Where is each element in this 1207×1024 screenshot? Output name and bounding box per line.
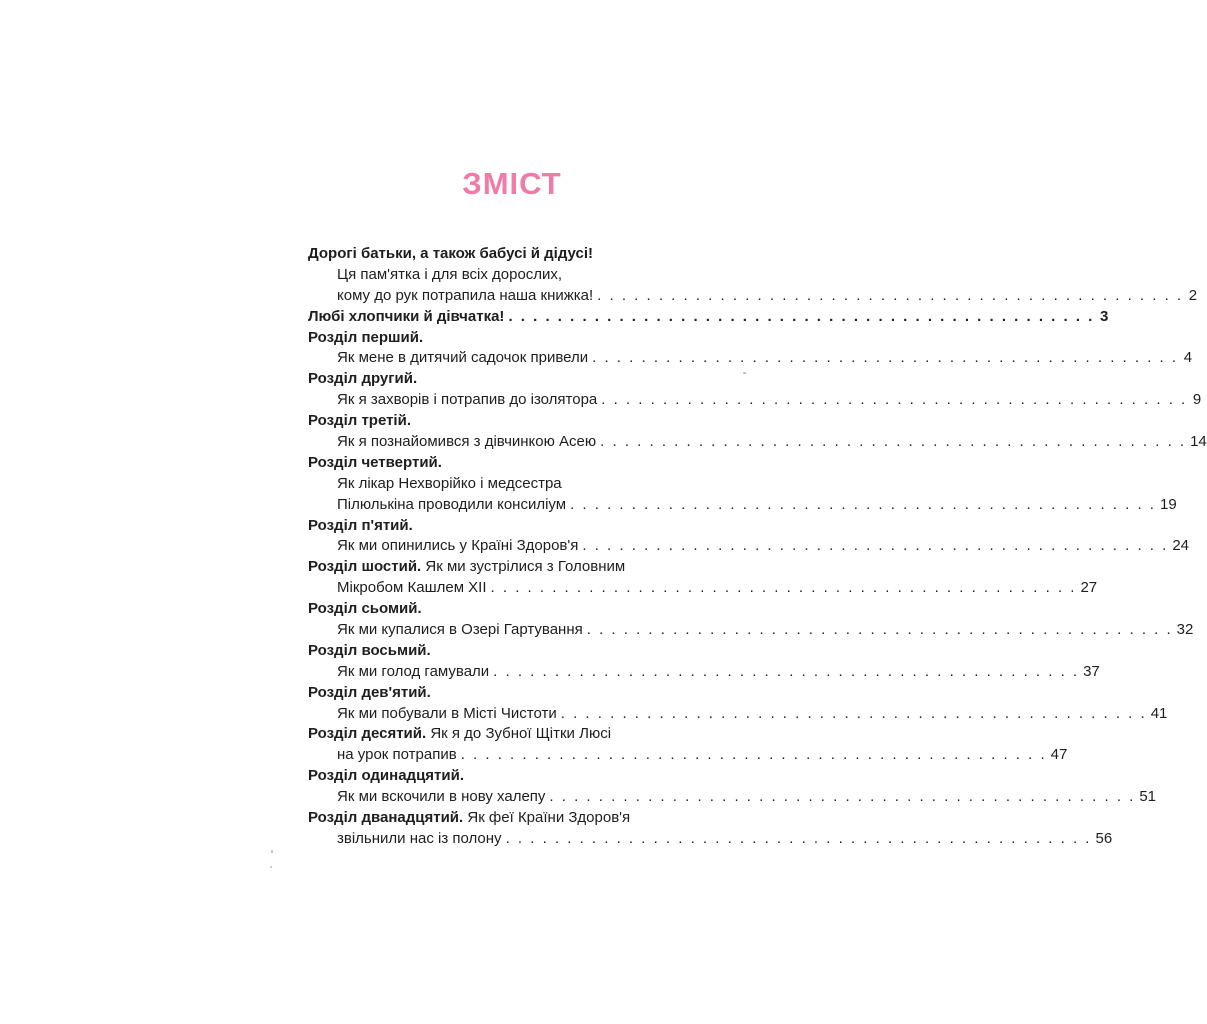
dot-leader: . . . . . . . . . . . . . . . . . . . . . . . . . . . . . . . . . . . . . . . . . . . . . . . . <box>600 433 1187 451</box>
toc-entry-line: Як я до Зубної Щітки Люсі <box>430 725 612 743</box>
toc-entry-ch6[interactable] <box>308 578 1098 599</box>
dot-leader: . . . . . . . . . . . . . . . . . . . . . . . . . . . . . . . . . . . . . . . . . . . . . . . . <box>508 307 1095 325</box>
toc-entry-ch3[interactable] <box>308 432 1207 453</box>
toc-entry-title: звільнили нас із полону <box>337 829 502 847</box>
toc-entry-kids[interactable] <box>308 307 1109 328</box>
toc-entry-ch8[interactable] <box>308 662 1100 683</box>
toc-chapter-heading: Розділ перший. <box>308 328 424 346</box>
toc-entry-ch5[interactable] <box>308 536 1189 557</box>
page-number: 27 <box>1080 579 1098 597</box>
toc-chapter-heading: Розділ четвертий. <box>308 453 442 471</box>
page-title: ЗМІСТ <box>462 166 562 201</box>
toc-chapter-heading: Розділ одинадцятий. <box>308 767 464 785</box>
toc-entry-title: на урок потрапив <box>337 746 457 764</box>
scan-speck <box>270 866 272 868</box>
scan-speck <box>271 850 273 853</box>
toc-chapter-heading: Розділ восьмий. <box>308 641 431 659</box>
toc-entry-title: Як я захворів і потрапив до ізолятора <box>337 391 598 409</box>
toc-entry-ch11[interactable] <box>308 787 1157 808</box>
dot-leader: . . . . . . . . . . . . . . . . . . . . . . . . . . . . . . . . . . . . . . . . . . . . . . . . <box>582 537 1169 555</box>
toc-entry-ch4[interactable] <box>308 495 1177 516</box>
toc-chapter-heading: Розділ десятий. <box>308 725 427 743</box>
dot-leader: . . . . . . . . . . . . . . . . . . . . . . . . . . . . . . . . . . . . . . . . . . . . . . . . <box>560 704 1147 722</box>
scan-speck <box>743 372 746 374</box>
page-number: 47 <box>1050 746 1068 764</box>
table-of-contents <box>308 244 1207 850</box>
dot-leader: . . . . . . . . . . . . . . . . . . . . . . . . . . . . . . . . . . . . . . . . . . . . . . . . <box>460 746 1047 764</box>
toc-entry-title: Як ми голод гамували <box>337 662 490 680</box>
toc-entry-title: Як я познайомився з дівчинкою Асею <box>337 433 597 451</box>
toc-entry-ch7[interactable] <box>308 620 1194 641</box>
toc-entry-ch10[interactable] <box>308 745 1068 766</box>
toc-entry-title: Як ми побували в Місті Чистоти <box>337 704 557 722</box>
page-number: 9 <box>1192 391 1202 409</box>
dot-leader: . . . . . . . . . . . . . . . . . . . . . . . . . . . . . . . . . . . . . . . . . . . . . . . . <box>586 621 1173 639</box>
toc-entry-ch9[interactable] <box>308 704 1168 725</box>
toc-chapter-heading-inline <box>308 724 728 745</box>
toc-entry-title: Мікробом Кашлем ХІІ <box>337 579 487 597</box>
dot-leader: . . . . . . . . . . . . . . . . . . . . . . . . . . . . . . . . . . . . . . . . . . . . . . . . <box>601 391 1188 409</box>
toc-chapter-heading: Розділ третій. <box>308 412 411 430</box>
dot-leader: . . . . . . . . . . . . . . . . . . . . . . . . . . . . . . . . . . . . . . . . . . . . . . . . <box>505 829 1092 847</box>
page-number: 56 <box>1095 829 1113 847</box>
toc-chapter-heading-inline <box>308 808 728 829</box>
dot-leader: . . . . . . . . . . . . . . . . . . . . . . . . . . . . . . . . . . . . . . . . . . . . . . . . <box>490 579 1077 597</box>
toc-entry-title: Пілюлькіна проводили консиліум <box>337 495 567 513</box>
page-number: 14 <box>1190 433 1207 451</box>
toc-entry-ch2[interactable] <box>308 390 1202 411</box>
toc-intro-line: Ця пам'ятка і для всіх дорослих, <box>337 265 563 283</box>
page-number: 37 <box>1083 662 1100 680</box>
toc-entry-line: Як ми зустрілися з Головним <box>425 558 626 576</box>
toc-chapter-heading: Розділ п'ятий. <box>308 516 413 534</box>
toc-entry-title: кому до рук потрапила наша книжка! <box>337 286 594 304</box>
toc-entry-title: Як ми вскочили в нову халепу <box>337 788 546 806</box>
toc-entry-title: Як мене в дитячий садочок привели <box>337 349 589 367</box>
page-number: 19 <box>1159 495 1177 513</box>
toc-entry-line: Як феї Країни Здоров'я <box>467 809 631 827</box>
toc-chapter-heading: Розділ другий. <box>308 370 418 388</box>
page-number: 24 <box>1172 537 1189 555</box>
toc-chapter-heading: Розділ дванадцятий. <box>308 809 464 827</box>
toc-entry-ch12[interactable] <box>308 829 1113 850</box>
page-number: 2 <box>1188 286 1198 304</box>
toc-chapter-heading-inline <box>308 557 728 578</box>
toc-entry-title: Як ми опинились у Країні Здоров'я <box>337 537 579 555</box>
toc-entry-title: Як ми купалися в Озері Гартування <box>337 621 583 639</box>
toc-chapter-heading: Розділ сьомий. <box>308 600 422 618</box>
page-number: 41 <box>1150 704 1168 722</box>
toc-entry-line: Як лікар Нехворійко і медсестра <box>337 474 562 492</box>
toc-entry-intro[interactable] <box>308 286 1198 307</box>
dot-leader: . . . . . . . . . . . . . . . . . . . . . . . . . . . . . . . . . . . . . . . . . . . . . . . . <box>570 495 1156 513</box>
page-number: 3 <box>1100 307 1109 325</box>
toc-intro-heading: Дорогі батьки, а також бабусі й дідусі! <box>308 245 594 262</box>
page-number: 32 <box>1176 621 1194 639</box>
toc-entry-ch1[interactable] <box>308 348 1193 369</box>
toc-entry-title: Любі хлопчики й дівчатка! <box>308 307 505 325</box>
page-number: 51 <box>1139 788 1157 806</box>
dot-leader: . . . . . . . . . . . . . . . . . . . . . . . . . . . . . . . . . . . . . . . . . . . . . . . . <box>549 788 1136 806</box>
toc-chapter-heading: Розділ дев'ятий. <box>308 683 431 701</box>
dot-leader: . . . . . . . . . . . . . . . . . . . . . . . . . . . . . . . . . . . . . . . . . . . . . . . . <box>597 286 1184 304</box>
dot-leader: . . . . . . . . . . . . . . . . . . . . . . . . . . . . . . . . . . . . . . . . . . . . . . . . <box>592 349 1179 367</box>
toc-chapter-heading: Розділ шостий. <box>308 558 422 576</box>
dot-leader: . . . . . . . . . . . . . . . . . . . . . . . . . . . . . . . . . . . . . . . . . . . . . . . . <box>493 662 1080 680</box>
page-number: 4 <box>1183 349 1193 367</box>
